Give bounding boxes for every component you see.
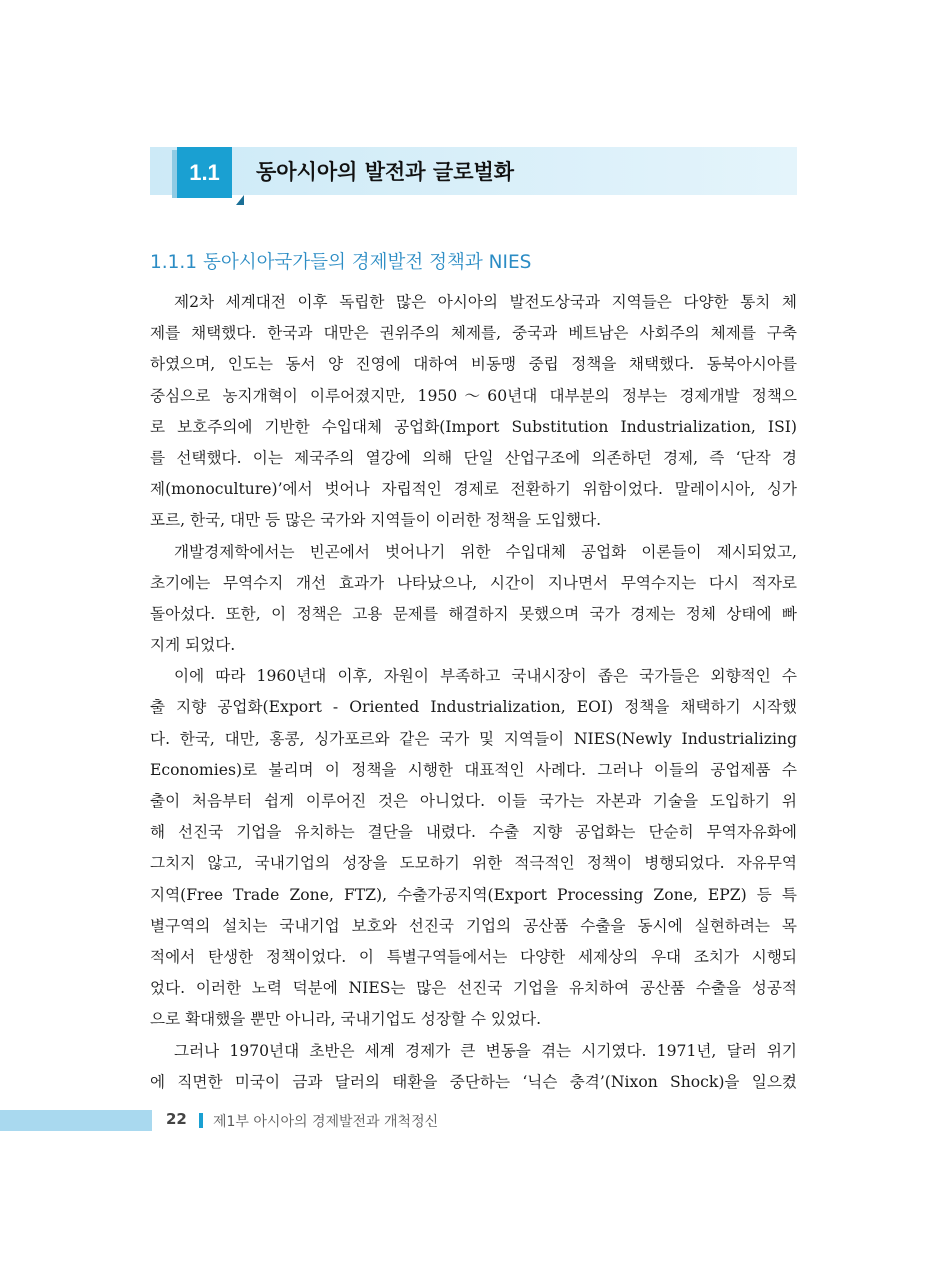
text-line: 제를 채택했다. 한국과 대만은 권위주의 체제를, 중국과 베트남은 사회주의 체제를 구축	[150, 324, 797, 343]
footer-accent-bar	[0, 1110, 152, 1131]
text-line: 로 보호주의에 기반한 수입대체 공업화(Import Substitution Industrialization, ISI)	[150, 417, 797, 436]
page-number: 22	[166, 1110, 187, 1128]
text-line: 이에 따라 1960년대 이후, 자원이 부족하고 국내시장이 좁은 국가들은 외향적인 수	[174, 667, 797, 686]
text-line: 포르, 한국, 대만 등 많은 국가와 지역들이 이러한 정책을 도입했다.	[150, 511, 602, 530]
text-line: 으로 확대했을 뿐만 아니라, 국내기업도 성장할 수 있었다.	[150, 1010, 542, 1029]
paragraph	[150, 661, 797, 1035]
text-line: 었다. 이러한 노력 덕분에 NIES는 많은 선진국 기업을 유치하여 공산품 수출을 성공적	[150, 979, 797, 998]
text-line: 중심으로 농지개혁이 이루어졌지만, 1950～60년대 대부분의 정부는 경제개발 정책으	[150, 386, 797, 405]
text-line: 제2차 세계대전 이후 독립한 많은 아시아의 발전도상국과 지역들은 다양한 통치 체	[174, 293, 797, 311]
paragraph	[150, 1036, 797, 1098]
section-corner-decoration	[236, 195, 244, 205]
text-line: 출 지향 공업화(Export - Oriented Industrialization, EOI) 정책을 채택하기 시작했	[150, 698, 797, 717]
text-line: 하였으며, 인도는 동서 양 진영에 대하여 비동맹 중립 정책을 채택했다. 동북아시아를	[150, 355, 797, 374]
section-number: 1.1	[177, 147, 232, 198]
text-line: 별구역의 설치는 국내기업 보호와 선진국 기업의 공산품 수출을 동시에 실현하려는 목	[150, 916, 797, 935]
text-line: 지역(Free Trade Zone, FTZ), 수출가공지역(Export Processing Zone, EPZ) 등 특	[150, 885, 797, 904]
text-line: 에 직면한 미국이 금과 달러의 태환을 중단하는 ‘닉슨 충격’(Nixon Shock)을 일으켰	[150, 1072, 797, 1091]
text-line: 제(monoculture)’에서 벗어나 자립적인 경제로 전환하기 위함이었다. 말레이시아, 싱가	[150, 480, 797, 499]
text-line: 돌아섰다. 또한, 이 정책은 고용 문제를 해결하지 못했으며 국가 경제는 정체 상태에 빠	[150, 604, 797, 623]
text-line: 지게 되었다.	[150, 636, 236, 655]
text-line: 초기에는 무역수지 개선 효과가 나타났으나, 시간이 지나면서 무역수지는 다시 적자로	[150, 573, 797, 592]
text-line: 적에서 탄생한 정책이었다. 이 특별구역들에서는 다양한 세제상의 우대 조치가 시행되	[150, 947, 797, 966]
section-title: 동아시아의 발전과 글로벌화	[256, 160, 515, 184]
text-line: 다. 한국, 대만, 홍콩, 싱가포르와 같은 국가 및 지역들이 NIES(Newly Industrializing	[150, 729, 797, 748]
text-line: Economies)로 불리며 이 정책을 시행한 대표적인 사례다. 그러나 이들의 공업제품 수	[150, 760, 797, 779]
footer-separator	[199, 1113, 203, 1128]
text-line: 그러나 1970년대 초반은 세계 경제가 큰 변동을 겪는 시기였다. 1971년, 달러 위기	[174, 1041, 797, 1060]
subsection-title: 1.1.1 동아시아국가들의 경제발전 정책과 NIES	[150, 252, 532, 273]
text-line: 출이 처음부터 쉽게 이루어진 것은 아니었다. 이들 국가는 자본과 기술을 도입하기 위	[150, 792, 797, 810]
text-line: 개발경제학에서는 빈곤에서 벗어나기 위한 수입대체 공업화 이론들이 제시되었고,	[174, 542, 797, 561]
text-line: 를 선택했다. 이는 제국주의 열강에 의해 단일 산업구조에 의존하던 경제, 즉 ‘단작 경	[150, 448, 797, 467]
text-line: 그치지 않고, 국내기업의 성장을 도모하기 위한 적극적인 정책이 병행되었다. 자유무역	[150, 854, 797, 873]
paragraph	[150, 537, 797, 662]
paragraph	[150, 287, 797, 537]
body-text	[150, 287, 797, 1098]
running-title: 제1부 아시아의 경제발전과 개척정신	[213, 1114, 439, 1130]
text-line: 해 선진국 기업을 유치하는 결단을 내렸다. 수출 지향 공업화는 단순히 무역자유화에	[150, 823, 797, 842]
